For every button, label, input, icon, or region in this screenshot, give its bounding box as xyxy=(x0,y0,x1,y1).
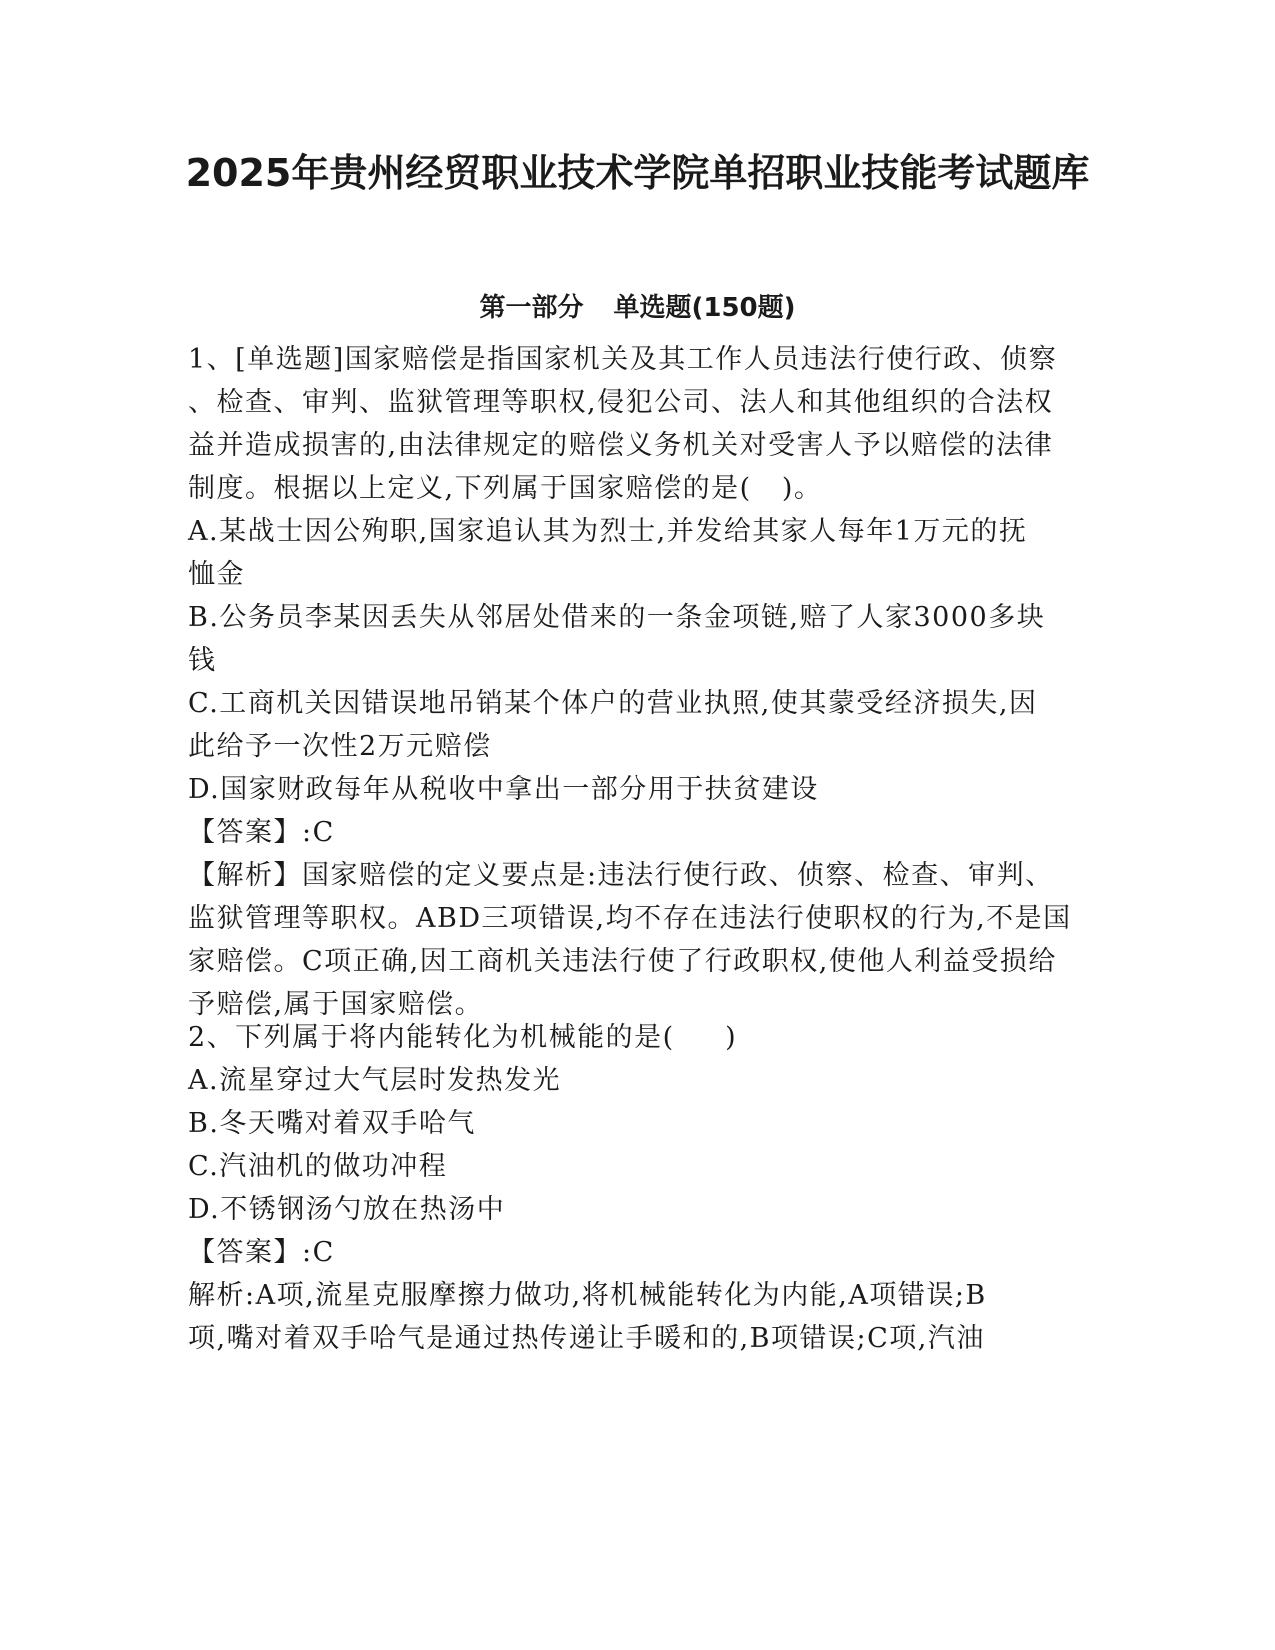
question-2-analysis-line: 项,嘴对着双手哈气是通过热传递让手暖和的,B项错误;C项,汽油 xyxy=(188,1323,985,1354)
question-1-analysis-line: 【解析】国家赔偿的定义要点是:违法行使行政、侦察、检查、审判、 xyxy=(188,860,1054,891)
question-1-option-b: B.公务员李某因丢失从邻居处借来的一条金项链,赔了人家3000多块 xyxy=(188,602,1046,633)
question-2-option-b: B.冬天嘴对着双手哈气 xyxy=(188,1108,476,1139)
question-1-option-b-cont: 钱 xyxy=(188,645,217,676)
question-2-analysis-line: 解析:A项,流星克服摩擦力做功,将机械能转化为内能,A项错误;B xyxy=(188,1280,987,1311)
section-part: 第一部分 xyxy=(479,293,584,323)
question-2-stem-line: 2、下列属于将内能转化为机械能的是( ) xyxy=(188,1022,738,1053)
section-title xyxy=(0,290,1275,326)
question-2-option-a: A.流星穿过大气层时发热发光 xyxy=(188,1065,562,1096)
question-1-option-c-cont: 此给予一次性2万元赔偿 xyxy=(188,731,492,762)
question-1-stem-line: 制度。根据以上定义,下列属于国家赔偿的是( )。 xyxy=(188,473,823,504)
question-1-stem-line: 、检查、审判、监狱管理等职权,侵犯公司、法人和其他组织的合法权 xyxy=(188,387,1054,418)
question-1-analysis-line: 予赔偿,属于国家赔偿。 xyxy=(188,989,484,1020)
question-1-option-a: A.某战士因公殉职,国家追认其为烈士,并发给其家人每年1万元的抚 xyxy=(188,516,1028,547)
section-name: 单选题(150题) xyxy=(613,293,796,323)
question-1-analysis-line: 监狱管理等职权。ABD三项错误,均不存在违法行使职权的行为,不是国 xyxy=(188,903,1072,934)
question-2-option-c: C.汽油机的做功冲程 xyxy=(188,1151,448,1182)
document-title: 2025年贵州经贸职业技术学院单招职业技能考试题库 xyxy=(185,151,1090,195)
question-1-option-a-cont: 恤金 xyxy=(188,559,245,590)
question-1-answer: 【答案】:C xyxy=(188,817,335,848)
question-1 xyxy=(188,338,1078,1026)
question-1-stem-line: 益并造成损害的,由法律规定的赔偿义务机关对受害人予以赔偿的法律 xyxy=(188,430,1054,461)
question-2-answer: 【答案】:C xyxy=(188,1237,335,1268)
question-1-option-d: D.国家财政每年从税收中拿出一部分用于扶贫建设 xyxy=(188,774,819,805)
question-1-analysis-line: 家赔偿。C项正确,因工商机关违法行使了行政职权,使他人利益受损给 xyxy=(188,946,1057,977)
question-1-stem-line: 1、[单选题]国家赔偿是指国家机关及其工作人员违法行使行政、侦察 xyxy=(188,344,1058,375)
question-2 xyxy=(188,1016,1078,1360)
question-2-option-d: D.不锈钢汤勺放在热汤中 xyxy=(188,1194,506,1225)
question-1-option-c: C.工商机关因错误地吊销某个体户的营业执照,使其蒙受经济损失,因 xyxy=(188,688,1038,719)
